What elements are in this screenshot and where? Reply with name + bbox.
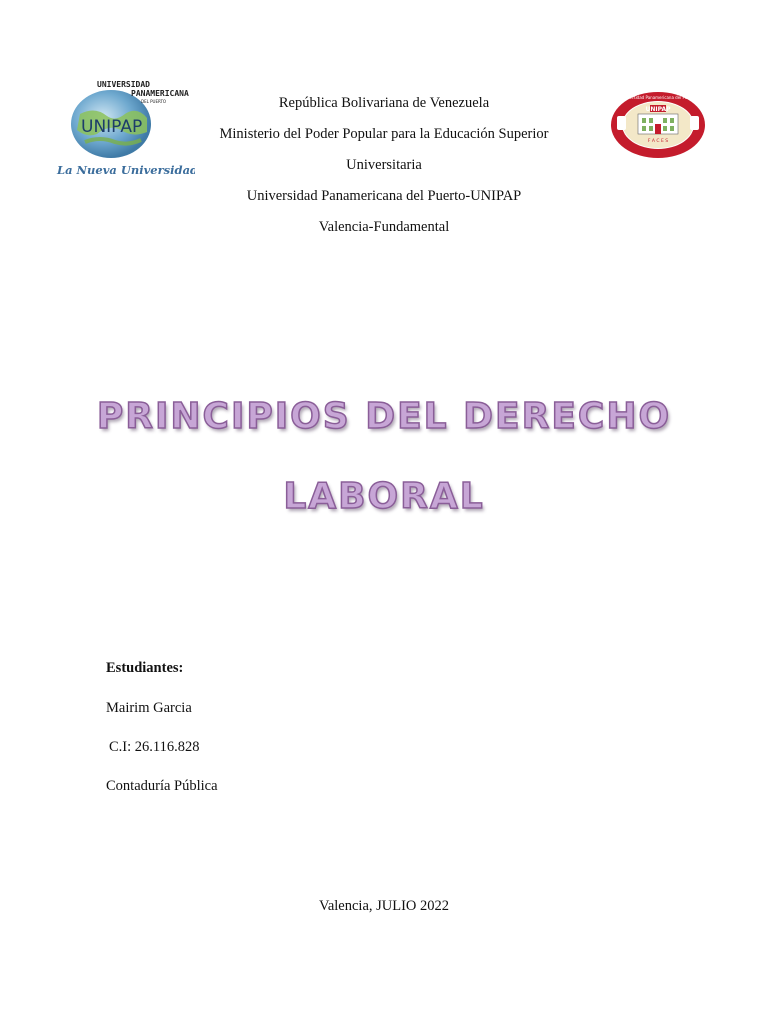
header-line-campus: Valencia-Fundamental — [318, 219, 450, 235]
student-id: C.I: 26.116.828 — [109, 739, 200, 755]
seal-acronym: UNIPAP — [645, 106, 671, 113]
document-title-line-2: LABORAL — [283, 476, 485, 517]
logo-top-text-3: DEL PUERTO — [141, 99, 167, 104]
place-and-date: Valencia, JULIO 2022 — [318, 898, 450, 914]
faces-seal-logo — [608, 90, 708, 160]
logo-top-text-1: UNIVERSIDAD — [97, 80, 150, 89]
logo-acronym: UNIPAP — [81, 117, 143, 137]
header-line-university: Universidad Panamericana del Puerto-UNIPAP — [246, 188, 522, 204]
students-label: Estudiantes: — [106, 660, 184, 676]
logo-top-text-2: PANAMERICANA — [131, 89, 189, 98]
header-line-ministry: Ministerio del Poder Popular para la Educación Superior — [219, 126, 549, 142]
document-title-line-1: PRINCIPIOS DEL DERECHO — [96, 396, 672, 437]
logo-tagline: La Nueva Universidad — [57, 163, 195, 177]
student-career: Contaduría Pública — [106, 778, 218, 794]
header-line-ministry-cont: Universitaria — [346, 157, 422, 173]
header-line-country: República Bolivariana de Venezuela — [278, 95, 490, 111]
student-name: Mairim Garcia — [106, 700, 192, 716]
seal-faculty-initials: F A C E S — [647, 139, 669, 144]
seal-ring-text: Universidad Panamericana del Puerto — [620, 95, 696, 100]
